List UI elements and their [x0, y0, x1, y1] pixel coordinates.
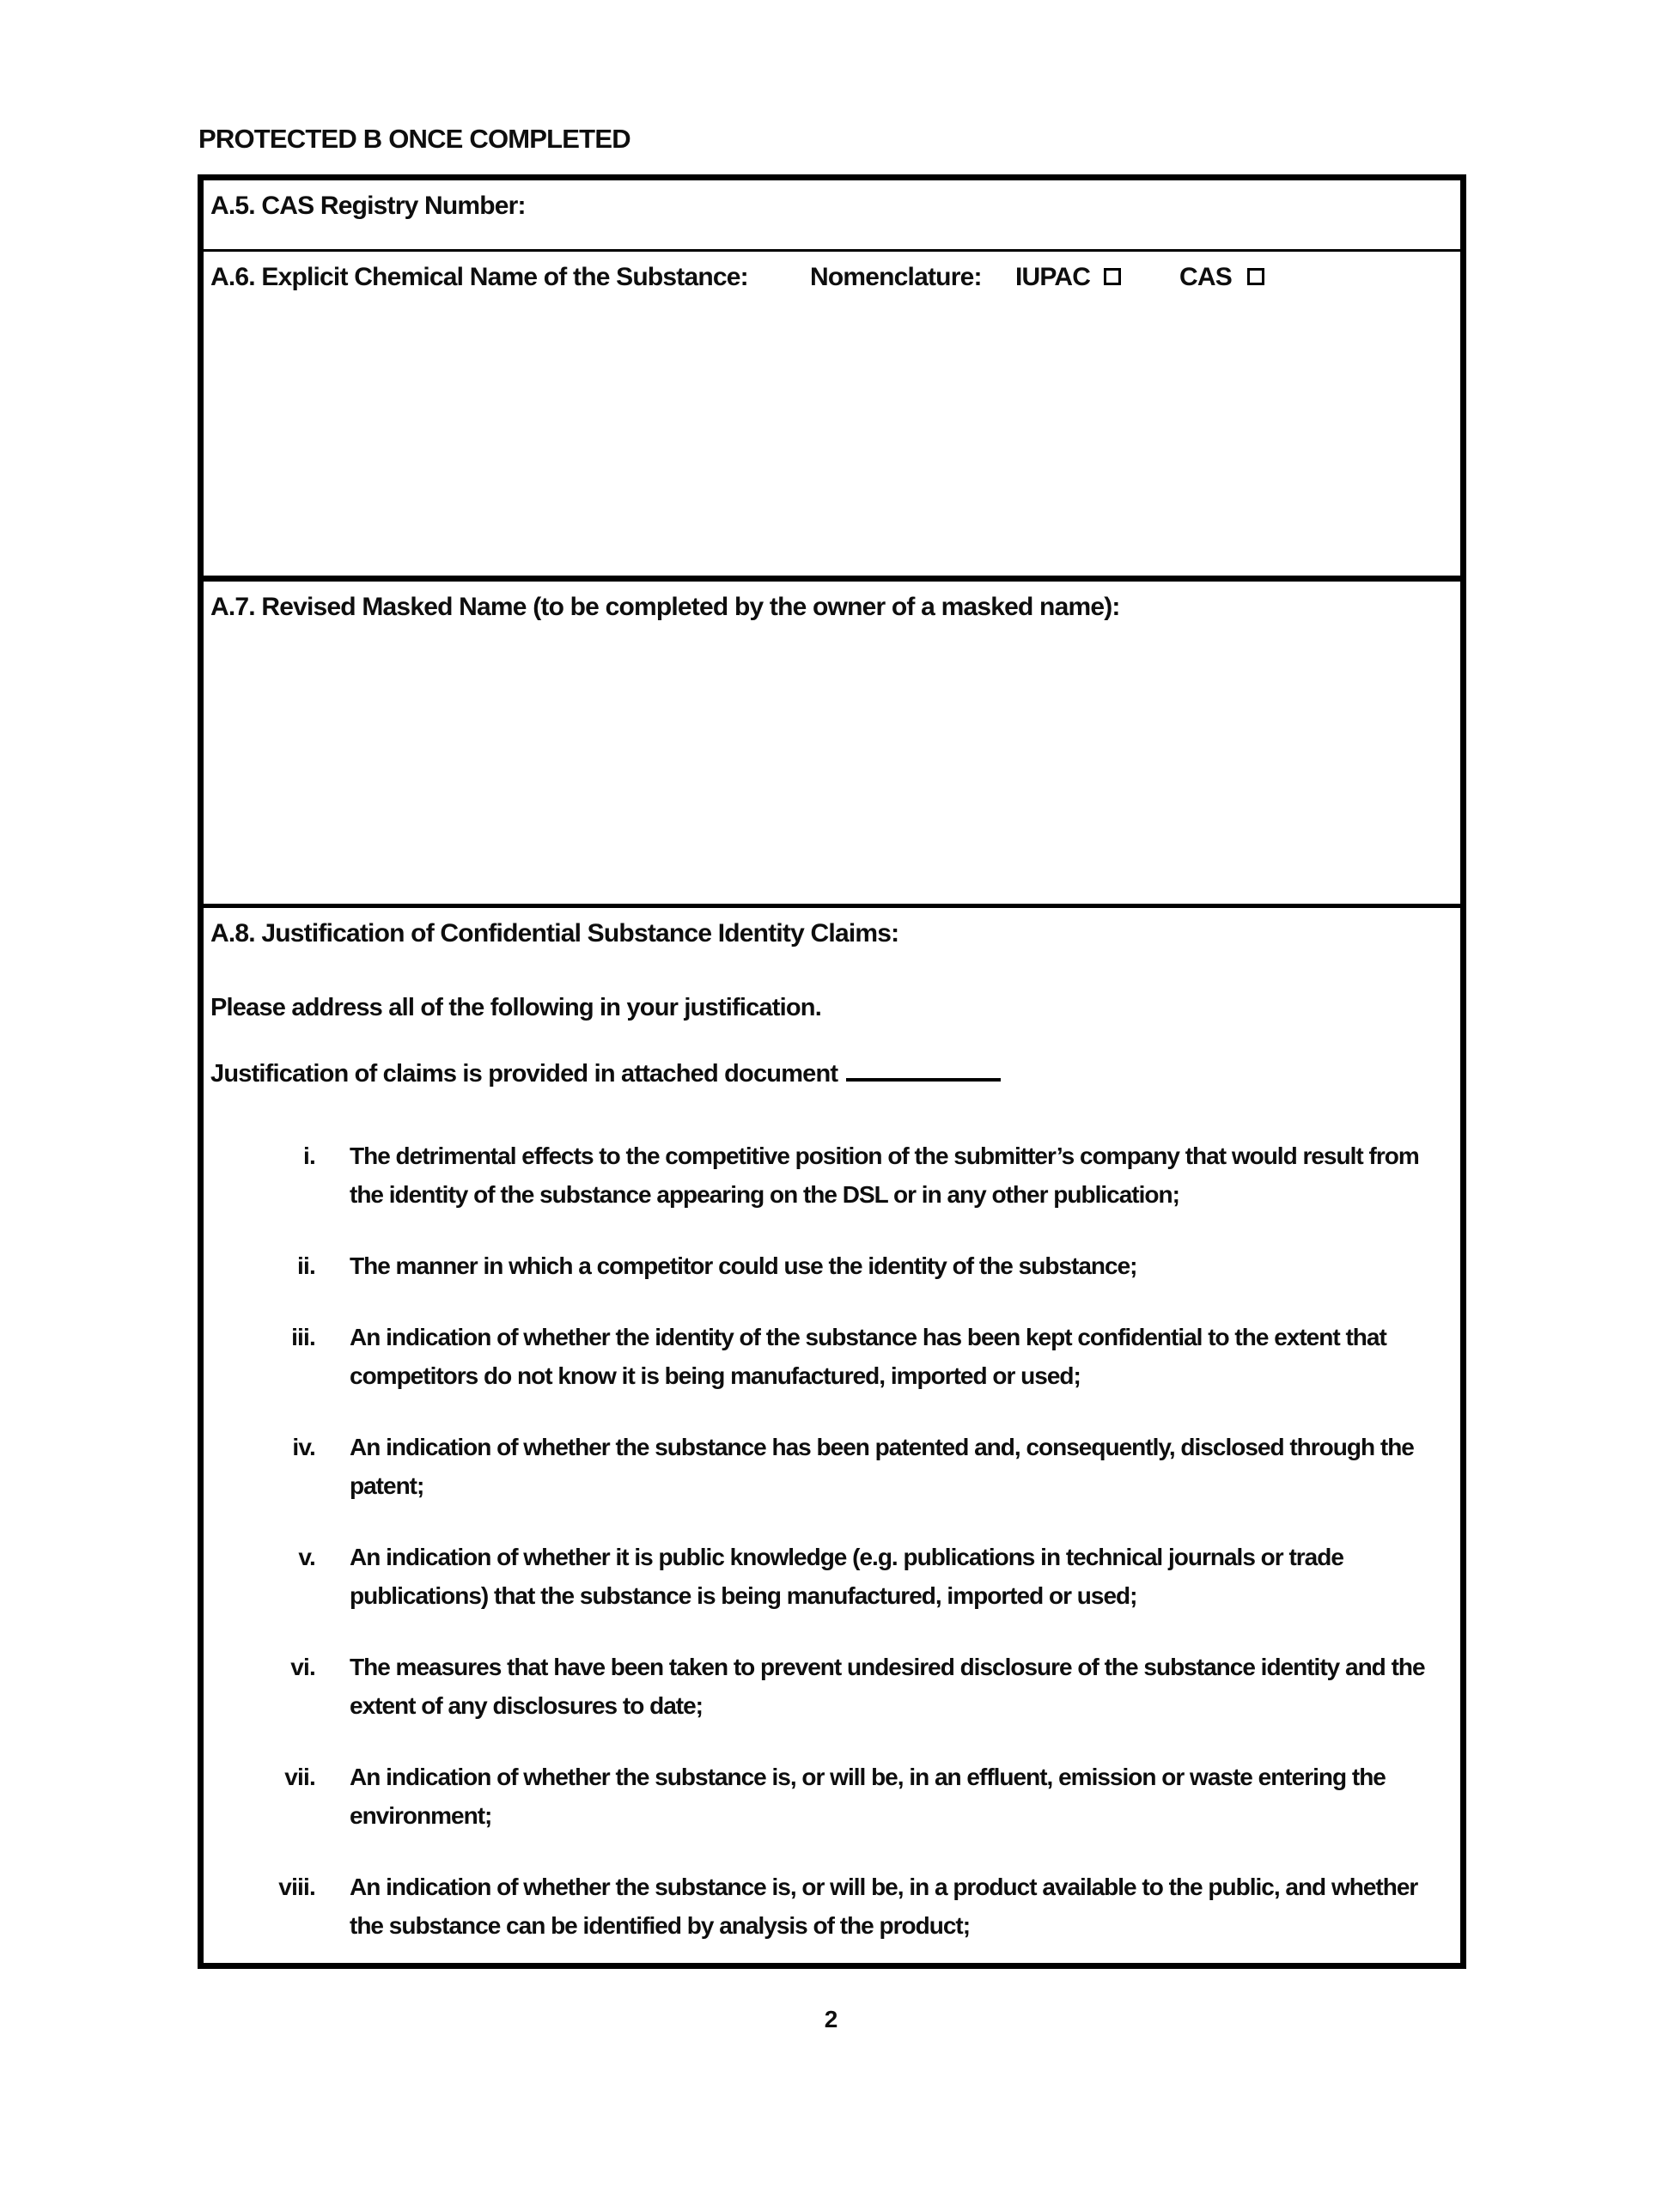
section-a7-revised-masked-name [204, 582, 1460, 908]
cas-option-label: CAS [1179, 263, 1232, 291]
section-a5-cas-registry-number [204, 180, 1460, 252]
section-a8-justification [204, 908, 1460, 1963]
list-item-numeral: vii. [284, 1764, 315, 1790]
page-number: 2 [824, 2006, 838, 2032]
explicit-chemical-name-input-area[interactable] [210, 303, 1452, 570]
list-item [210, 1318, 1452, 1395]
list-item-text: An indication of whether the substance has been patented and, consequently, disclosed through the patent; [350, 1434, 1414, 1499]
justification-items-list [210, 1136, 1452, 1945]
justification-intro-text: Please address all of the following in your justification. [210, 994, 821, 1021]
list-item-text: The manner in which a competitor could use the identity of the substance; [350, 1252, 1137, 1279]
list-item-numeral: iii. [291, 1324, 315, 1350]
list-item-text: An indication of whether the identity of the substance has been kept confidential to the extent that competitors do not know it is being manufactured, imported or used; [350, 1324, 1386, 1389]
section-a6-title: A.6. Explicit Chemical Name of the Substance: [210, 263, 748, 291]
form-table [198, 174, 1466, 1969]
list-item-text: An indication of whether it is public knowledge (e.g. publications in technical journals or trade publications) that the substance is being manufactured, imported or used; [350, 1544, 1343, 1609]
iupac-checkbox[interactable] [1104, 268, 1121, 285]
list-item-numeral: vi. [290, 1654, 315, 1680]
section-a8-title: A.8. Justification of Confidential Substance Identity Claims: [210, 919, 899, 948]
section-a5-title: A.5. CAS Registry Number: [210, 192, 526, 220]
list-item-text: An indication of whether the substance is, or will be, in a product available to the public, and whether the substance can be identified by analysis of the product; [350, 1874, 1418, 1939]
attachment-line [210, 1058, 1452, 1090]
section-a7-title-main: A.7. Revised Masked Name [210, 593, 527, 621]
list-item-numeral: v. [298, 1544, 315, 1570]
attached-document-blank-field[interactable] [846, 1075, 1001, 1082]
section-a7-title [210, 592, 1452, 623]
list-item-numeral: viii. [278, 1874, 315, 1900]
iupac-option-label: IUPAC [1015, 263, 1091, 291]
cas-registry-number-input-area[interactable] [564, 186, 1452, 244]
section-a6-explicit-chemical-name [204, 252, 1460, 582]
list-item [210, 1758, 1452, 1835]
list-item-numeral: iv. [292, 1434, 315, 1460]
list-item [210, 1428, 1452, 1505]
list-item [210, 1246, 1452, 1285]
list-item [210, 1868, 1452, 1945]
attachment-line-text: Justification of claims is provided in attached document [210, 1060, 838, 1088]
section-a7-title-suffix: (to be completed by the owner of a masked name): [526, 593, 1120, 621]
list-item [210, 1136, 1452, 1214]
list-item-numeral: i. [303, 1143, 315, 1169]
list-item-text: The detrimental effects to the competitive position of the submitter’s company that would result from the identity of the substance appearing on the DSL or in any other publication; [350, 1143, 1419, 1208]
cas-checkbox[interactable] [1247, 268, 1264, 285]
list-item [210, 1648, 1452, 1725]
list-item-text: An indication of whether the substance is, or will be, in an effluent, emission or waste entering the environment; [350, 1764, 1386, 1829]
nomenclature-label: Nomenclature: [810, 263, 982, 291]
list-item-numeral: ii. [297, 1252, 315, 1279]
security-classification-header: PROTECTED B ONCE COMPLETED [198, 124, 630, 154]
list-item [210, 1538, 1452, 1615]
revised-masked-name-input-area[interactable] [210, 633, 1452, 899]
list-item-text: The measures that have been taken to prevent undesired disclosure of the substance identity and the extent of any disclosures to date; [350, 1654, 1425, 1719]
